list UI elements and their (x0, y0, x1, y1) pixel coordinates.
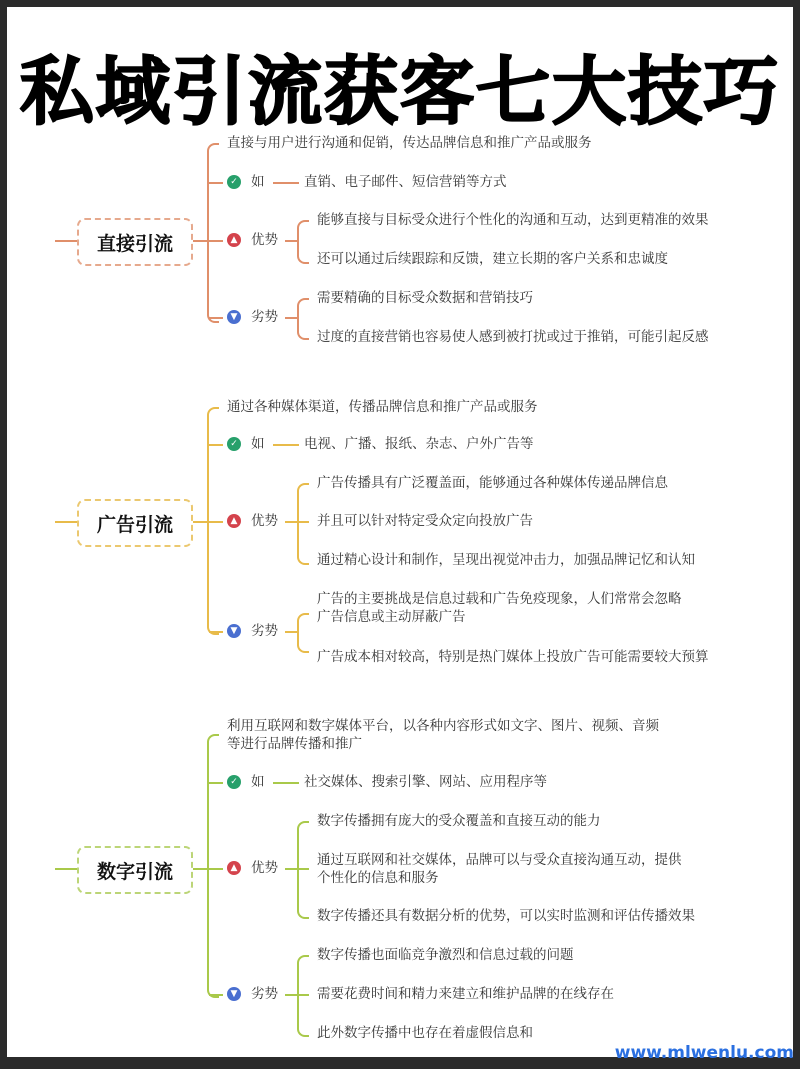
example-connector (273, 782, 299, 784)
cons-item: 广告信息或主动屏蔽广告 (317, 609, 466, 625)
branch-line (209, 240, 223, 242)
root-connector (55, 521, 77, 523)
pros-label: 优势 (251, 860, 278, 876)
trunk-brace (207, 143, 219, 323)
definition-text: 直接与用户进行沟通和促销，传达品牌信息和推广产品或服务 (227, 135, 592, 151)
cons-label: 劣势 (251, 986, 278, 1002)
root-node-label: 广告引流 (96, 513, 173, 536)
example-label: 如 (251, 436, 265, 452)
watermark: www.mlwenlu.com (614, 1043, 794, 1063)
branch-line (209, 782, 223, 784)
check-icon: ✓ (227, 437, 241, 451)
cons-item: 广告成本相对较高，特别是热门媒体上投放广告可能需要较大预算 (317, 649, 709, 665)
cons-label: 劣势 (251, 309, 278, 325)
thumb-down-icon: ▼ (227, 310, 241, 324)
pros-brace (297, 821, 309, 919)
pros-item: 数字传播还具有数据分析的优势，可以实时监测和评估传播效果 (317, 908, 695, 924)
pros-label: 优势 (251, 513, 278, 529)
example-text: 电视、广播、报纸、杂志、户外广告等 (304, 436, 534, 452)
pros-item: 数字传播拥有庞大的受众覆盖和直接互动的能力 (317, 813, 601, 829)
root-connector (55, 240, 77, 242)
example-text: 社交媒体、搜索引擎、网站、应用程序等 (304, 774, 547, 790)
trunk-brace (207, 734, 219, 998)
root-node-ads[interactable] (77, 499, 193, 547)
thumb-up-icon: ▲ (227, 514, 241, 528)
pros-brace (297, 483, 309, 565)
page-title: 私域引流获客七大技巧 (20, 49, 780, 135)
pros-connector (285, 240, 297, 242)
pros-item: 个性化的信息和服务 (317, 870, 439, 886)
cons-item: 需要精确的目标受众数据和营销技巧 (317, 290, 533, 306)
example-label: 如 (251, 174, 265, 190)
cons-item: 此外数字传播中也存在着虚假信息和 (317, 1025, 533, 1041)
thumb-up-icon: ▲ (227, 861, 241, 875)
thumb-down-icon: ▼ (227, 624, 241, 638)
pros-item: 能够直接与目标受众进行个性化的沟通和互动，达到更精准的效果 (317, 212, 709, 228)
pros-label: 优势 (251, 232, 278, 248)
branch-line (209, 317, 223, 319)
cons-item: 过度的直接营销也容易使人感到被打扰或过于推销，可能引起反感 (317, 329, 709, 345)
pros-item: 广告传播具有广泛覆盖面，能够通过各种媒体传递品牌信息 (317, 475, 668, 491)
cons-item: 需要花费时间和精力来建立和维护品牌的在线存在 (317, 986, 614, 1002)
thumb-down-icon: ▼ (227, 987, 241, 1001)
check-icon: ✓ (227, 175, 241, 189)
pros-item: 还可以通过后续跟踪和反馈，建立长期的客户关系和忠诚度 (317, 251, 668, 267)
cons-brace (297, 298, 309, 340)
example-text: 直销、电子邮件、短信营销等方式 (304, 174, 507, 190)
branch-line (209, 444, 223, 446)
branch-line (209, 182, 223, 184)
root-node-label: 直接引流 (96, 232, 173, 255)
cons-brace (297, 613, 309, 653)
pros-brace (297, 220, 309, 264)
definition-text: 通过各种媒体渠道，传播品牌信息和推广产品或服务 (227, 399, 538, 415)
root-node-direct[interactable] (77, 218, 193, 266)
branch-line (209, 868, 223, 870)
cons-item: 数字传播也面临竞争激烈和信息过载的问题 (317, 947, 574, 963)
branch-line (209, 994, 223, 996)
pros-item: 通过互联网和社交媒体，品牌可以与受众直接沟通互动，提供 (317, 852, 682, 868)
cons-connector (285, 317, 297, 319)
root-node-label: 数字引流 (96, 860, 173, 883)
pros-item: 并且可以针对特定受众定向投放广告 (317, 513, 533, 529)
check-icon: ✓ (227, 775, 241, 789)
root-node-digital[interactable] (77, 846, 193, 894)
branch-line (209, 631, 223, 633)
definition-text: 利用互联网和数字媒体平台，以各种内容形式如文字、图片、视频、音频 (227, 718, 659, 734)
pros-item: 通过精心设计和制作，呈现出视觉冲击力，加强品牌记忆和认知 (317, 552, 695, 568)
thumb-up-icon: ▲ (227, 233, 241, 247)
example-connector (273, 182, 299, 184)
mindmap-canvas (7, 7, 793, 1057)
definition-text-line2: 等进行品牌传播和推广 (227, 736, 362, 752)
cons-brace (297, 955, 309, 1037)
example-label: 如 (251, 774, 265, 790)
root-connector (55, 868, 77, 870)
example-connector (273, 444, 299, 446)
branch-line (209, 521, 223, 523)
cons-item: 广告的主要挑战是信息过载和广告免疫现象，人们常常会忽略 (317, 591, 682, 607)
cons-label: 劣势 (251, 623, 278, 639)
cons-connector (285, 631, 297, 633)
